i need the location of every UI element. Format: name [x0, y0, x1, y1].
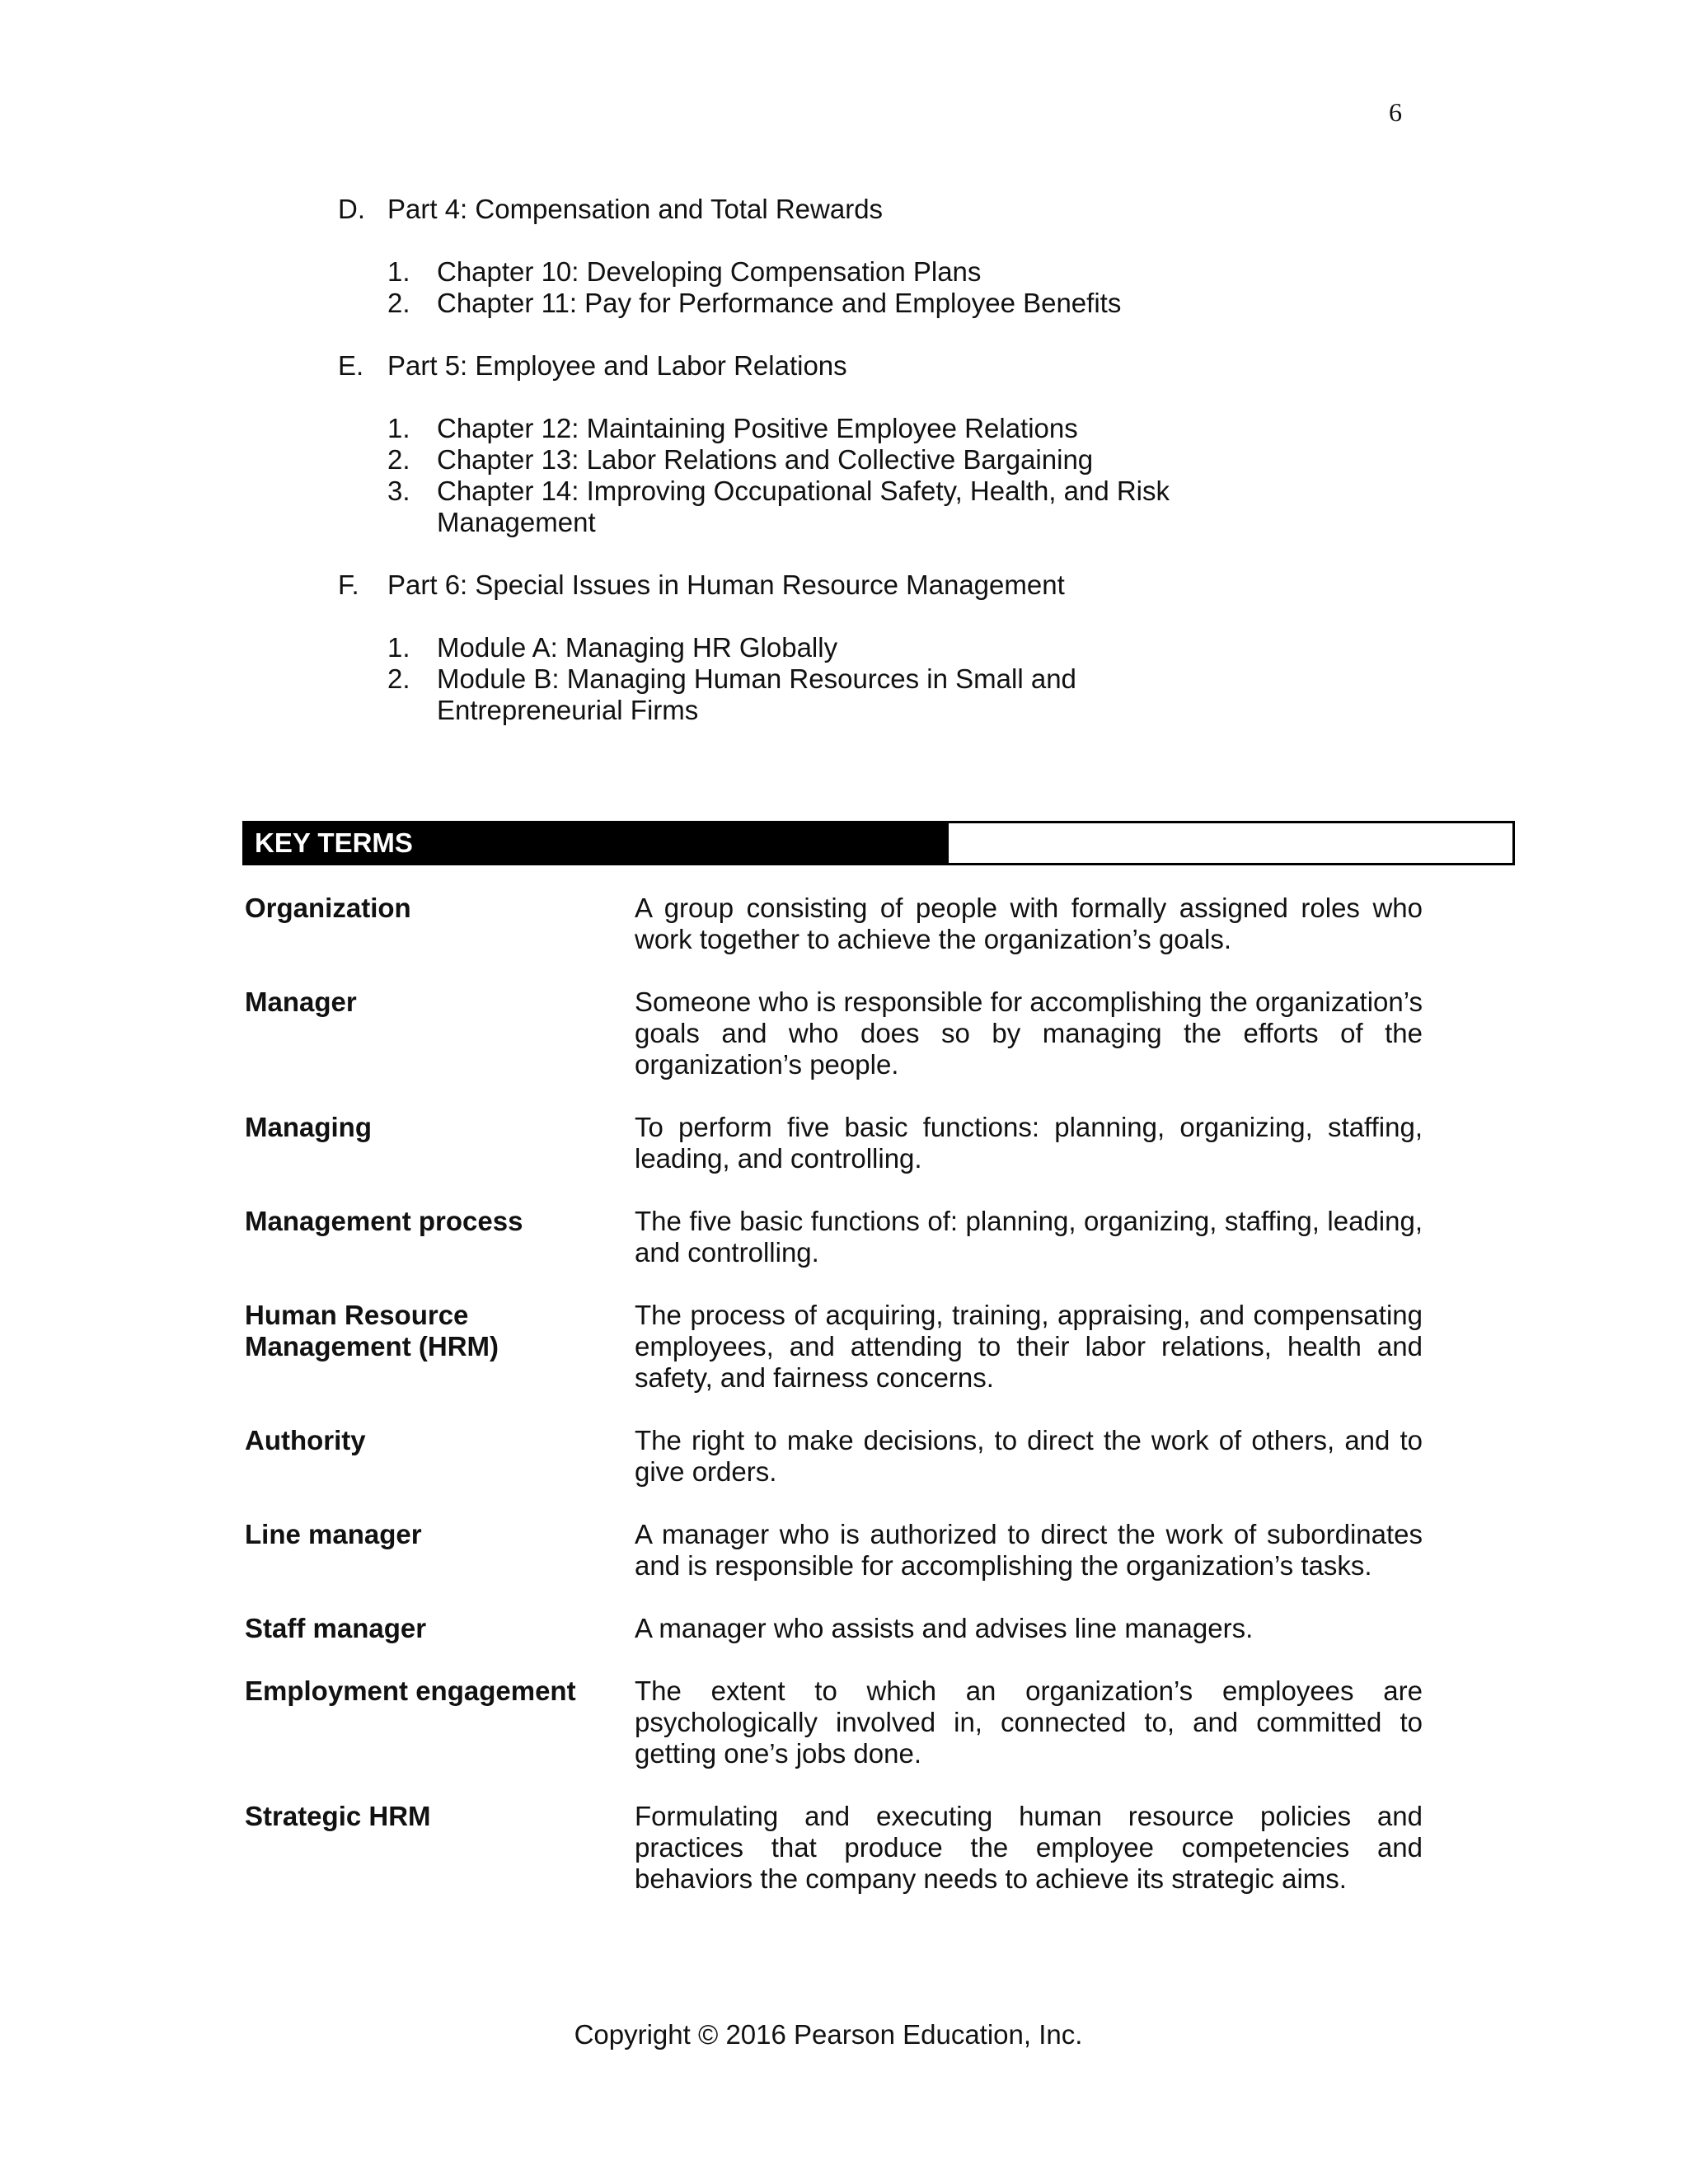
chapter-list — [387, 413, 1286, 538]
chapter-number: 1. — [387, 413, 410, 443]
term-definition: The five basic functions of: planning, organizing, staffing, leading, and controlling. — [635, 1206, 1423, 1268]
term-definition: Formulating and executing human resource policies and practices that produce the employee competencies and behaviors the company needs to achieve its strategic aims. — [635, 1801, 1423, 1894]
chapter-item — [387, 288, 1286, 319]
chapter-item — [387, 413, 1286, 444]
chapter-list — [387, 632, 1286, 726]
term-row — [245, 1425, 1423, 1488]
term-definition: Someone who is responsible for accomplishing the organization’s goals and who does so by managing the efforts of the organization’s people. — [635, 987, 1423, 1080]
term-name: Line manager — [245, 1519, 422, 1549]
chapter-list — [387, 256, 1286, 319]
part-letter: D. — [338, 194, 365, 224]
term-definition: A group consisting of people with formally assigned roles who work together to achieve the organization’s goals. — [635, 893, 1423, 954]
chapter-title: Module B: Managing Human Resources in Small and Entrepreneurial Firms — [437, 663, 1076, 725]
chapter-number: 2. — [387, 288, 410, 318]
term-name: Human Resource Management (HRM) — [245, 1300, 499, 1361]
term-row — [245, 1801, 1423, 1895]
term-definition: The process of acquiring, training, appraising, and compensating employees, and attending to their labor relations, health and safety, and fairness concerns. — [635, 1300, 1423, 1393]
term-name: Employment engagement — [245, 1675, 576, 1706]
key-terms-header — [242, 821, 1515, 865]
part-letter: F. — [338, 569, 359, 600]
part-letter: E. — [338, 350, 364, 381]
part-title: Part 6: Special Issues in Human Resource Management — [387, 569, 1065, 600]
term-row — [245, 1300, 1423, 1394]
chapter-item — [387, 663, 1286, 726]
term-name: Organization — [245, 893, 411, 923]
chapter-item — [387, 476, 1286, 538]
outline-part — [338, 194, 1286, 319]
term-name: Staff manager — [245, 1613, 427, 1643]
term-row — [245, 1112, 1423, 1174]
part-title: Part 5: Employee and Labor Relations — [387, 350, 847, 381]
chapter-item — [387, 632, 1286, 663]
course-outline — [338, 194, 1286, 757]
term-name: Manager — [245, 987, 357, 1017]
term-row — [245, 1613, 1423, 1644]
outline-part — [338, 350, 1286, 538]
key-terms-heading: KEY TERMS — [255, 827, 413, 858]
copyright-footer: Copyright © 2016 Pearson Education, Inc. — [574, 2019, 1083, 2050]
chapter-number: 1. — [387, 256, 410, 287]
term-definition: The extent to which an organization’s employees are psychologically involved in, connected to, and committed to getting one’s jobs done. — [635, 1675, 1423, 1769]
chapter-number: 1. — [387, 632, 410, 663]
chapter-number: 2. — [387, 663, 410, 694]
term-row — [245, 987, 1423, 1080]
outline-part — [338, 569, 1286, 726]
part-heading — [338, 569, 1286, 601]
term-name: Authority — [245, 1425, 366, 1455]
chapter-number: 2. — [387, 444, 410, 475]
page-number: 6 — [1389, 97, 1402, 127]
chapter-title: Chapter 14: Improving Occupational Safety, Health, and Risk Management — [437, 476, 1170, 537]
part-heading — [338, 194, 1286, 225]
chapter-title: Chapter 10: Developing Compensation Plans — [437, 256, 982, 287]
term-definition: To perform five basic functions: planning, organizing, staffing, leading, and controlling. — [635, 1112, 1423, 1174]
term-row — [245, 1519, 1423, 1582]
term-name: Management process — [245, 1206, 523, 1236]
term-name: Managing — [245, 1112, 372, 1142]
term-definition: A manager who is authorized to direct the work of subordinates and is responsible for accomplishing the organization’s tasks. — [635, 1519, 1423, 1581]
chapter-title: Chapter 11: Pay for Performance and Employee Benefits — [437, 288, 1122, 318]
chapter-title: Chapter 13: Labor Relations and Collective Bargaining — [437, 444, 1094, 475]
term-row — [245, 1675, 1423, 1769]
part-heading — [338, 350, 1286, 382]
chapter-item — [387, 444, 1286, 476]
key-terms-list — [245, 893, 1423, 1926]
term-definition: A manager who assists and advises line managers. — [635, 1613, 1254, 1643]
term-row — [245, 893, 1423, 955]
chapter-title: Chapter 12: Maintaining Positive Employee Relations — [437, 413, 1078, 443]
term-definition: The right to make decisions, to direct the work of others, and to give orders. — [635, 1425, 1423, 1487]
part-title: Part 4: Compensation and Total Rewards — [387, 194, 884, 224]
chapter-number: 3. — [387, 476, 410, 506]
term-name: Strategic HRM — [245, 1801, 431, 1831]
term-row — [245, 1206, 1423, 1268]
chapter-item — [387, 256, 1286, 288]
chapter-title: Module A: Managing HR Globally — [437, 632, 838, 663]
